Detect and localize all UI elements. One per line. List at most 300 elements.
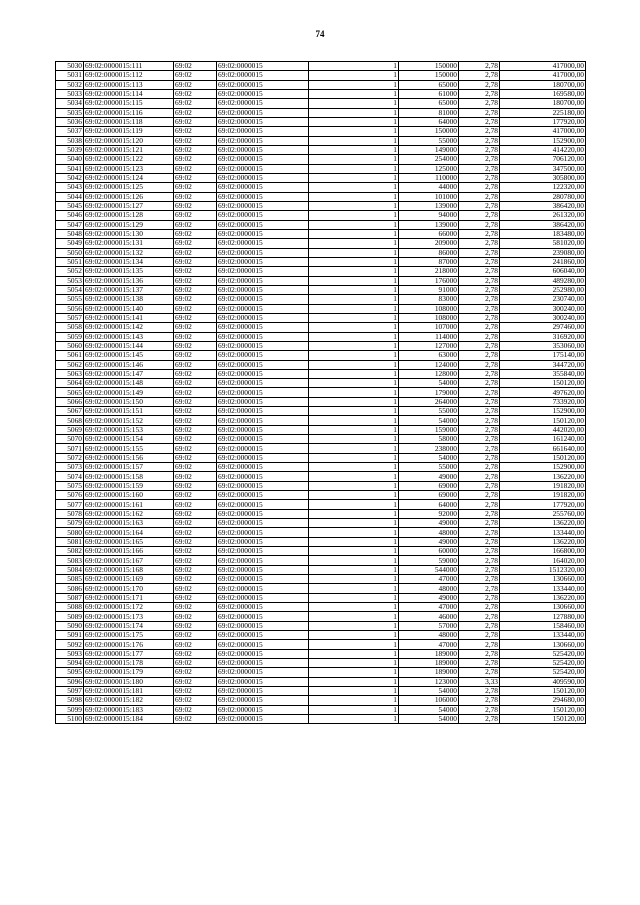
area-cell: 87000 [399,257,459,266]
row-number-cell: 5066 [56,397,84,406]
rate-cell: 2,78 [459,444,500,453]
quarter-code-cell: 69:02:0000015 [217,453,309,462]
count-cell: 1 [309,239,399,248]
quarter-code-cell: 69:02:0000015 [217,145,309,154]
value-cell: 133440,00 [500,528,586,537]
value-cell: 158460,00 [500,621,586,630]
district-code-cell: 69:02 [174,155,217,164]
cadastral-number-cell: 69:02:0000015:165 [84,537,174,546]
value-cell: 305800,00 [500,173,586,182]
rate-cell: 2,78 [459,313,500,322]
cadastral-number-cell: 69:02:0000015:122 [84,155,174,164]
area-cell: 47000 [399,640,459,649]
rate-cell: 2,78 [459,714,500,723]
rate-cell: 2,78 [459,220,500,229]
cadastral-number-cell: 69:02:0000015:130 [84,229,174,238]
area-cell: 110000 [399,173,459,182]
rate-cell: 2,78 [459,621,500,630]
district-code-cell: 69:02 [174,313,217,322]
row-number-cell: 5036 [56,117,84,126]
count-cell: 1 [309,183,399,192]
table-row [56,192,586,201]
row-number-cell: 5083 [56,556,84,565]
value-cell: 1512320,00 [500,565,586,574]
rate-cell: 2,78 [459,379,500,388]
table-row [56,444,586,453]
area-cell: 125000 [399,164,459,173]
row-number-cell: 5071 [56,444,84,453]
row-number-cell: 5033 [56,89,84,98]
table-row [56,686,586,695]
area-cell: 48000 [399,631,459,640]
cadastral-number-cell: 69:02:0000015:137 [84,285,174,294]
cadastral-number-cell: 69:02:0000015:115 [84,99,174,108]
quarter-code-cell: 69:02:0000015 [217,407,309,416]
district-code-cell: 69:02 [174,621,217,630]
district-code-cell: 69:02 [174,239,217,248]
row-number-cell: 5051 [56,257,84,266]
count-cell: 1 [309,640,399,649]
district-code-cell: 69:02 [174,425,217,434]
count-cell: 1 [309,71,399,80]
table-row [56,603,586,612]
table-row [56,117,586,126]
area-cell: 86000 [399,248,459,257]
area-cell: 57000 [399,621,459,630]
quarter-code-cell: 69:02:0000015 [217,341,309,350]
rate-cell: 2,78 [459,537,500,546]
area-cell: 150000 [399,62,459,71]
count-cell: 1 [309,229,399,238]
count-cell: 1 [309,425,399,434]
rate-cell: 2,78 [459,491,500,500]
row-number-cell: 5052 [56,267,84,276]
table-row [56,351,586,360]
cadastral-number-cell: 69:02:0000015:179 [84,668,174,677]
area-cell: 94000 [399,211,459,220]
count-cell: 1 [309,686,399,695]
count-cell: 1 [309,379,399,388]
row-number-cell: 5082 [56,547,84,556]
area-cell: 54000 [399,379,459,388]
rate-cell: 2,78 [459,481,500,490]
rate-cell: 2,78 [459,164,500,173]
area-cell: 66000 [399,229,459,238]
value-cell: 297460,00 [500,323,586,332]
value-cell: 133440,00 [500,584,586,593]
cadastral-number-cell: 69:02:0000015:153 [84,425,174,434]
rate-cell: 2,78 [459,211,500,220]
row-number-cell: 5054 [56,285,84,294]
quarter-code-cell: 69:02:0000015 [217,659,309,668]
rate-cell: 2,78 [459,351,500,360]
count-cell: 1 [309,211,399,220]
table-row [56,145,586,154]
table-row [56,62,586,71]
cadastral-number-cell: 69:02:0000015:175 [84,631,174,640]
table-row [56,621,586,630]
cadastral-number-cell: 69:02:0000015:152 [84,416,174,425]
quarter-code-cell: 69:02:0000015 [217,537,309,546]
rate-cell: 2,78 [459,509,500,518]
quarter-code-cell: 69:02:0000015 [217,323,309,332]
rate-cell: 2,78 [459,603,500,612]
row-number-cell: 5087 [56,593,84,602]
row-number-cell: 5061 [56,351,84,360]
area-cell: 107000 [399,323,459,332]
cadastral-number-cell: 69:02:0000015:162 [84,509,174,518]
cadastral-number-cell: 69:02:0000015:112 [84,71,174,80]
value-cell: 150120,00 [500,714,586,723]
row-number-cell: 5099 [56,705,84,714]
rate-cell: 3,33 [459,677,500,686]
table-row [56,593,586,602]
count-cell: 1 [309,621,399,630]
quarter-code-cell: 69:02:0000015 [217,183,309,192]
area-cell: 264000 [399,397,459,406]
quarter-code-cell: 69:02:0000015 [217,257,309,266]
district-code-cell: 69:02 [174,686,217,695]
row-number-cell: 5093 [56,649,84,658]
rate-cell: 2,78 [459,267,500,276]
cadastral-number-cell: 69:02:0000015:177 [84,649,174,658]
row-number-cell: 5059 [56,332,84,341]
count-cell: 1 [309,351,399,360]
value-cell: 130660,00 [500,575,586,584]
rate-cell: 2,78 [459,341,500,350]
table-row [56,416,586,425]
value-cell: 316920,00 [500,332,586,341]
row-number-cell: 5056 [56,304,84,313]
value-cell: 706120,00 [500,155,586,164]
count-cell: 1 [309,136,399,145]
row-number-cell: 5058 [56,323,84,332]
cadastral-number-cell: 69:02:0000015:178 [84,659,174,668]
area-cell: 54000 [399,453,459,462]
quarter-code-cell: 69:02:0000015 [217,351,309,360]
count-cell: 1 [309,323,399,332]
count-cell: 1 [309,407,399,416]
rate-cell: 2,78 [459,696,500,705]
rate-cell: 2,78 [459,631,500,640]
district-code-cell: 69:02 [174,201,217,210]
count-cell: 1 [309,593,399,602]
area-cell: 238000 [399,444,459,453]
district-code-cell: 69:02 [174,575,217,584]
table-row [56,276,586,285]
district-code-cell: 69:02 [174,584,217,593]
row-number-cell: 5060 [56,341,84,350]
district-code-cell: 69:02 [174,295,217,304]
count-cell: 1 [309,509,399,518]
cadastral-number-cell: 69:02:0000015:134 [84,257,174,266]
count-cell: 1 [309,201,399,210]
district-code-cell: 69:02 [174,491,217,500]
cadastral-number-cell: 69:02:0000015:131 [84,239,174,248]
district-code-cell: 69:02 [174,649,217,658]
cadastral-number-cell: 69:02:0000015:166 [84,547,174,556]
count-cell: 1 [309,267,399,276]
cadastral-number-cell: 69:02:0000015:164 [84,528,174,537]
quarter-code-cell: 69:02:0000015 [217,640,309,649]
quarter-code-cell: 69:02:0000015 [217,714,309,723]
rate-cell: 2,78 [459,519,500,528]
area-cell: 54000 [399,714,459,723]
rate-cell: 2,78 [459,229,500,238]
value-cell: 230740,00 [500,295,586,304]
area-cell: 150000 [399,127,459,136]
rate-cell: 2,78 [459,472,500,481]
count-cell: 1 [309,649,399,658]
rate-cell: 2,78 [459,584,500,593]
count-cell: 1 [309,99,399,108]
table-row [56,509,586,518]
value-cell: 300240,00 [500,304,586,313]
quarter-code-cell: 69:02:0000015 [217,313,309,322]
count-cell: 1 [309,164,399,173]
quarter-code-cell: 69:02:0000015 [217,99,309,108]
table-row [56,201,586,210]
cadastral-number-cell: 69:02:0000015:126 [84,192,174,201]
district-code-cell: 69:02 [174,435,217,444]
quarter-code-cell: 69:02:0000015 [217,575,309,584]
value-cell: 386420,00 [500,220,586,229]
rate-cell: 2,78 [459,304,500,313]
table-row [56,425,586,434]
area-cell: 106000 [399,696,459,705]
district-code-cell: 69:02 [174,612,217,621]
quarter-code-cell: 69:02:0000015 [217,173,309,182]
rate-cell: 2,78 [459,556,500,565]
count-cell: 1 [309,332,399,341]
value-cell: 164020,00 [500,556,586,565]
row-number-cell: 5077 [56,500,84,509]
district-code-cell: 69:02 [174,229,217,238]
district-code-cell: 69:02 [174,80,217,89]
quarter-code-cell: 69:02:0000015 [217,248,309,257]
area-cell: 49000 [399,593,459,602]
row-number-cell: 5085 [56,575,84,584]
rate-cell: 2,78 [459,649,500,658]
area-cell: 49000 [399,537,459,546]
area-cell: 92000 [399,509,459,518]
table-row [56,612,586,621]
count-cell: 1 [309,677,399,686]
value-cell: 347500,00 [500,164,586,173]
cadastral-number-cell: 69:02:0000015:174 [84,621,174,630]
quarter-code-cell: 69:02:0000015 [217,621,309,630]
cadastral-number-cell: 69:02:0000015:161 [84,500,174,509]
row-number-cell: 5035 [56,108,84,117]
table-row [56,640,586,649]
table-row [56,164,586,173]
row-number-cell: 5047 [56,220,84,229]
count-cell: 1 [309,547,399,556]
area-cell: 150000 [399,71,459,80]
area-cell: 101000 [399,192,459,201]
quarter-code-cell: 69:02:0000015 [217,556,309,565]
cadastral-number-cell: 69:02:0000015:147 [84,369,174,378]
value-cell: 150120,00 [500,686,586,695]
count-cell: 1 [309,659,399,668]
quarter-code-cell: 69:02:0000015 [217,696,309,705]
value-cell: 175140,00 [500,351,586,360]
district-code-cell: 69:02 [174,127,217,136]
table-row [56,649,586,658]
cadastral-number-cell: 69:02:0000015:144 [84,341,174,350]
district-code-cell: 69:02 [174,528,217,537]
value-cell: 409590,00 [500,677,586,686]
count-cell: 1 [309,285,399,294]
table-row [56,584,586,593]
count-cell: 1 [309,397,399,406]
page-number: 74 [315,29,325,39]
district-code-cell: 69:02 [174,537,217,546]
row-number-cell: 5086 [56,584,84,593]
table-row [56,89,586,98]
value-cell: 136220,00 [500,593,586,602]
area-cell: 108000 [399,304,459,313]
rate-cell: 2,78 [459,640,500,649]
table-row [56,677,586,686]
quarter-code-cell: 69:02:0000015 [217,155,309,164]
area-cell: 69000 [399,481,459,490]
table-row [56,341,586,350]
cadastral-number-cell: 69:02:0000015:120 [84,136,174,145]
cadastral-number-cell: 69:02:0000015:168 [84,565,174,574]
area-cell: 149000 [399,145,459,154]
table-row [56,379,586,388]
row-number-cell: 5074 [56,472,84,481]
cadastral-number-cell: 69:02:0000015:151 [84,407,174,416]
area-cell: 209000 [399,239,459,248]
quarter-code-cell: 69:02:0000015 [217,705,309,714]
area-cell: 54000 [399,416,459,425]
district-code-cell: 69:02 [174,631,217,640]
rate-cell: 2,78 [459,388,500,397]
quarter-code-cell: 69:02:0000015 [217,136,309,145]
cadastral-number-cell: 69:02:0000015:127 [84,201,174,210]
area-cell: 49000 [399,472,459,481]
cadastral-number-cell: 69:02:0000015:158 [84,472,174,481]
count-cell: 1 [309,192,399,201]
table-row [56,183,586,192]
quarter-code-cell: 69:02:0000015 [217,584,309,593]
row-number-cell: 5100 [56,714,84,723]
value-cell: 261320,00 [500,211,586,220]
row-number-cell: 5090 [56,621,84,630]
rate-cell: 2,78 [459,239,500,248]
table-row [56,323,586,332]
rate-cell: 2,78 [459,593,500,602]
quarter-code-cell: 69:02:0000015 [217,500,309,509]
rate-cell: 2,78 [459,686,500,695]
table-row [56,71,586,80]
area-cell: 64000 [399,117,459,126]
table-row [56,267,586,276]
quarter-code-cell: 69:02:0000015 [217,435,309,444]
area-cell: 60000 [399,547,459,556]
table-row [56,155,586,164]
rate-cell: 2,78 [459,705,500,714]
area-cell: 58000 [399,435,459,444]
quarter-code-cell: 69:02:0000015 [217,295,309,304]
rate-cell: 2,78 [459,612,500,621]
count-cell: 1 [309,481,399,490]
quarter-code-cell: 69:02:0000015 [217,668,309,677]
district-code-cell: 69:02 [174,211,217,220]
count-cell: 1 [309,276,399,285]
count-cell: 1 [309,631,399,640]
quarter-code-cell: 69:02:0000015 [217,117,309,126]
rate-cell: 2,78 [459,285,500,294]
value-cell: 525420,00 [500,668,586,677]
rate-cell: 2,78 [459,136,500,145]
table-row [56,239,586,248]
table-row [56,304,586,313]
cadastral-number-cell: 69:02:0000015:111 [84,62,174,71]
rate-cell: 2,78 [459,323,500,332]
quarter-code-cell: 69:02:0000015 [217,229,309,238]
value-cell: 136220,00 [500,537,586,546]
district-code-cell: 69:02 [174,444,217,453]
table-body [56,62,586,724]
table-row [56,491,586,500]
rate-cell: 2,78 [459,397,500,406]
area-cell: 46000 [399,612,459,621]
cadastral-number-cell: 69:02:0000015:173 [84,612,174,621]
district-code-cell: 69:02 [174,145,217,154]
count-cell: 1 [309,341,399,350]
count-cell: 1 [309,388,399,397]
quarter-code-cell: 69:02:0000015 [217,220,309,229]
row-number-cell: 5072 [56,453,84,462]
rate-cell: 2,78 [459,668,500,677]
quarter-code-cell: 69:02:0000015 [217,491,309,500]
quarter-code-cell: 69:02:0000015 [217,332,309,341]
district-code-cell: 69:02 [174,369,217,378]
quarter-code-cell: 69:02:0000015 [217,612,309,621]
value-cell: 525420,00 [500,649,586,658]
row-number-cell: 5073 [56,463,84,472]
count-cell: 1 [309,556,399,565]
quarter-code-cell: 69:02:0000015 [217,360,309,369]
cadastral-number-cell: 69:02:0000015:114 [84,89,174,98]
quarter-code-cell: 69:02:0000015 [217,463,309,472]
cadastral-number-cell: 69:02:0000015:141 [84,313,174,322]
table-row [56,575,586,584]
area-cell: 65000 [399,99,459,108]
rate-cell: 2,78 [459,117,500,126]
district-code-cell: 69:02 [174,407,217,416]
rate-cell: 2,78 [459,416,500,425]
row-number-cell: 5067 [56,407,84,416]
district-code-cell: 69:02 [174,416,217,425]
district-code-cell: 69:02 [174,668,217,677]
count-cell: 1 [309,453,399,462]
quarter-code-cell: 69:02:0000015 [217,89,309,98]
quarter-code-cell: 69:02:0000015 [217,192,309,201]
cadastral-number-cell: 69:02:0000015:171 [84,593,174,602]
cadastral-number-cell: 69:02:0000015:140 [84,304,174,313]
value-cell: 280780,00 [500,192,586,201]
value-cell: 606040,00 [500,267,586,276]
district-code-cell: 69:02 [174,89,217,98]
table-row [56,211,586,220]
value-cell: 152900,00 [500,136,586,145]
value-cell: 130660,00 [500,603,586,612]
value-cell: 150120,00 [500,705,586,714]
